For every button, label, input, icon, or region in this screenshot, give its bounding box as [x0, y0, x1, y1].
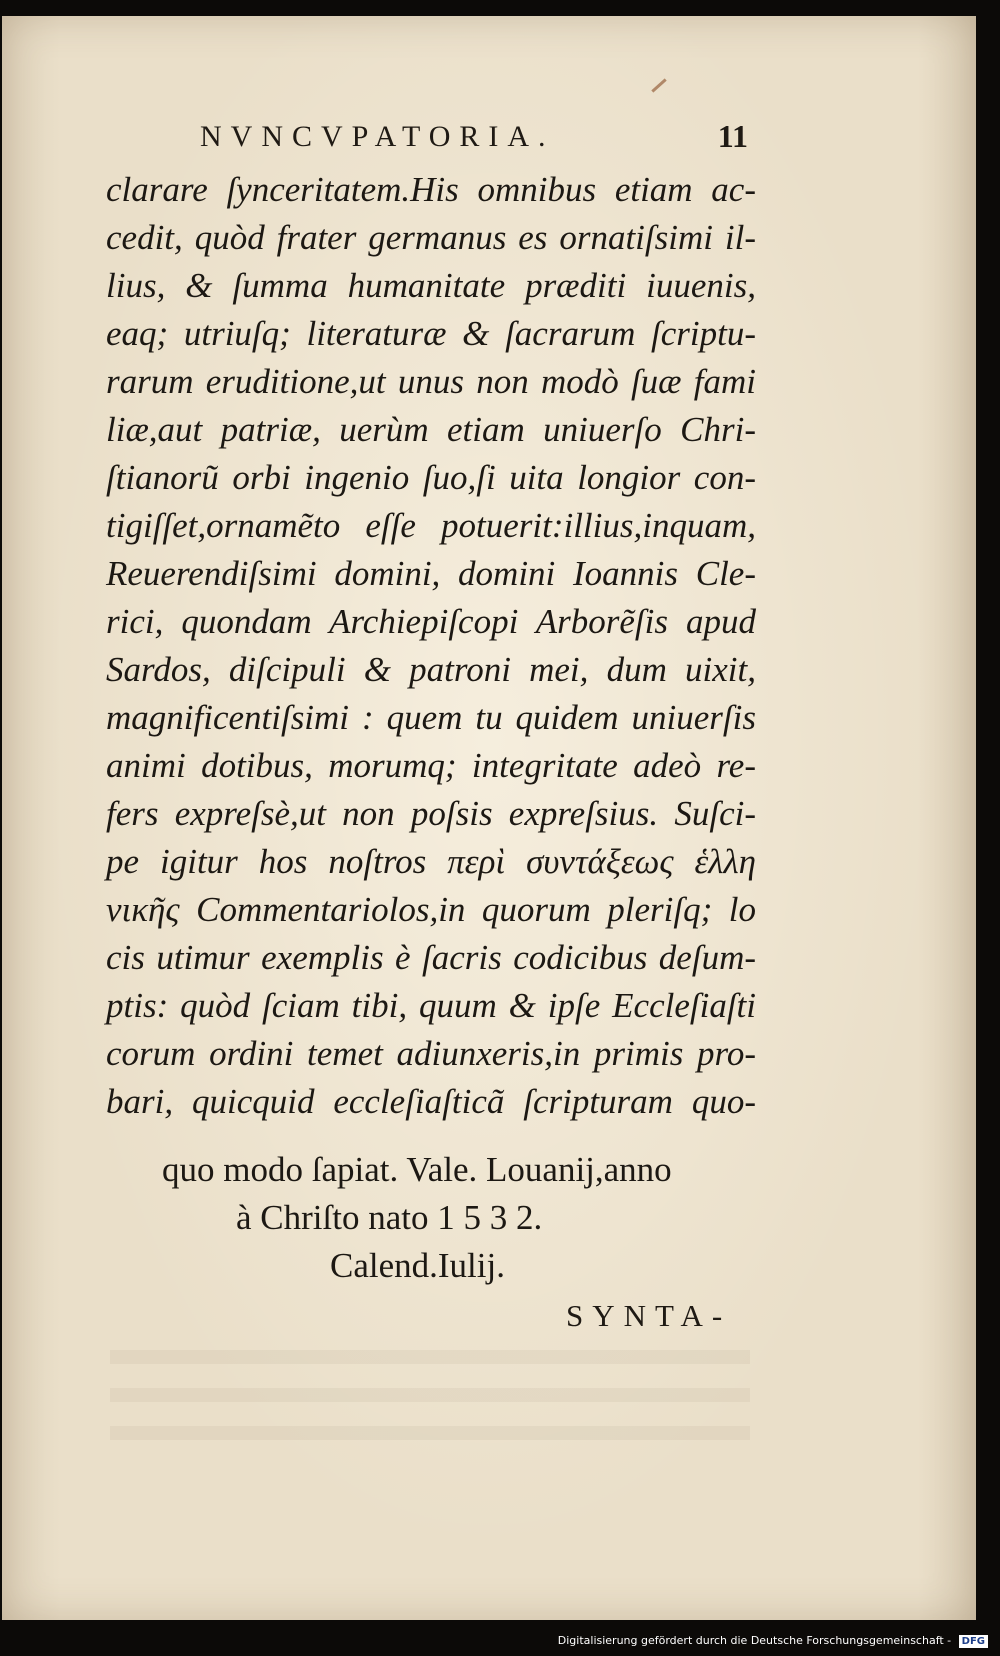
text-line: eaq; utriuſq; literaturæ & ſacrarum ſcriptu-	[106, 314, 756, 353]
text-line: animi dotibus, morumq; integritate adeò re-	[106, 746, 756, 785]
text-line: rici, quondam Archiepiſcopi Arborẽſis apud	[106, 602, 756, 641]
text-line: lius, & ſumma humanitate præditi iuuenis,	[106, 266, 756, 305]
text-line: νικῆς Commentariolos,in quorum pleriſq; lo	[106, 890, 756, 929]
text-line: magnificentiſsimi : quem tu quidem uniuerſis	[106, 698, 756, 737]
text-line: cedit, quòd frater germanus es ornatiſsimi il-	[106, 218, 756, 257]
text-line: ptis: quòd ſciam tibi, quum & ipſe Eccleſiaſti	[106, 986, 756, 1025]
text-line: clarare ſynceritatem.His omnibus etiam ac-	[106, 170, 756, 209]
text-line: fers expreſsè,ut non poſsis expreſsius. Suſci-	[106, 794, 756, 833]
text-line: pe igitur hos noſtros περὶ συντάξεως ἑλλη	[106, 842, 756, 881]
digitization-credit	[558, 1634, 988, 1648]
closing-line: quo modo ſapiat. Vale. Louanij,anno	[162, 1150, 672, 1189]
text-line: ſtianorũ orbi ingenio ſuo,ſi uita longior con-	[106, 458, 756, 497]
text-line: Sardos, diſcipuli & patroni mei, dum uixit,	[106, 650, 756, 689]
text-line: liæ,aut patriæ, uerùm etiam uniuerſo Chri-	[106, 410, 756, 449]
scan-top-border	[0, 0, 1000, 16]
text-line: tigiſſet,ornamẽto eſſe potuerit:illius,inquam,	[106, 506, 756, 545]
dfg-logo: DFG	[959, 1635, 988, 1648]
text-line: Reuerendiſsimi domini, domini Ioannis Cle-	[106, 554, 756, 593]
text-line: corum ordini temet adiunxeris,in primis pro-	[106, 1034, 756, 1073]
text-line: rarum eruditione,ut unus non modò ſuæ fami	[106, 362, 756, 401]
page-header	[200, 120, 760, 160]
text-line: cis utimur exemplis è ſacris codicibus deſum-	[106, 938, 756, 977]
credit-text: Digitalisierung gefördert durch die Deutsche Forschungsgemeinschaft -	[557, 1634, 952, 1647]
running-head: NVNCVPATORIA.	[200, 120, 555, 153]
body-text	[106, 166, 756, 1126]
text-line: bari, quicquid eccleſiaſticã ſcripturam quo-	[106, 1082, 756, 1121]
date-line: Calend.Iulij.	[330, 1246, 505, 1285]
folio-number: 11	[717, 118, 748, 154]
date-line: à Chriſto nato 1 5 3 2.	[236, 1198, 543, 1237]
bleed-through-text	[110, 1350, 750, 1460]
catchword: SYNTA-	[566, 1298, 732, 1333]
